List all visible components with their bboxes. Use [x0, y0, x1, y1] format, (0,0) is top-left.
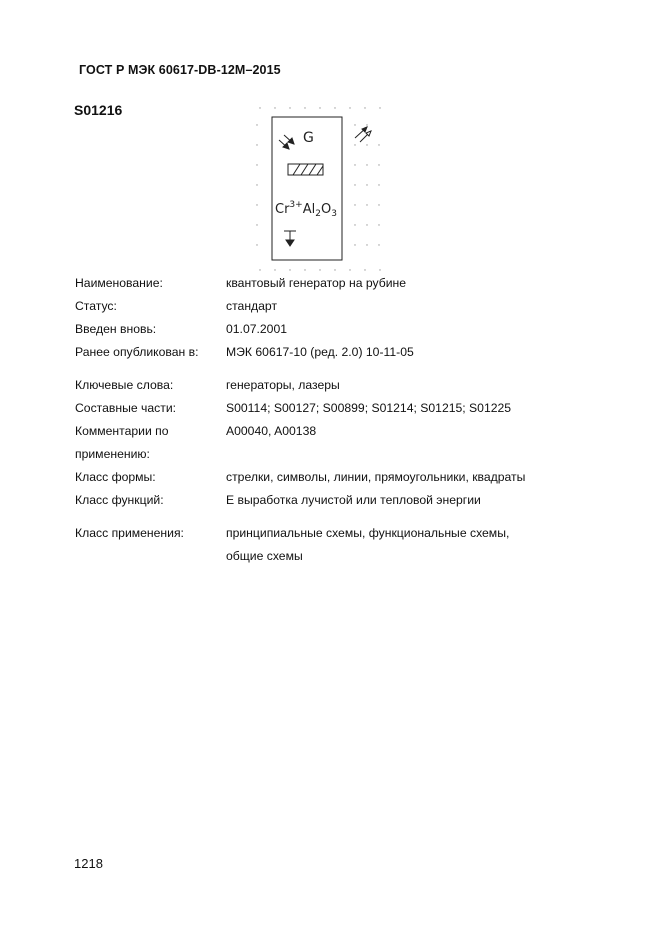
ruby-rod — [288, 164, 323, 175]
parts-value: S00114; S00127; S00899; S01214; S01215; S01225 — [226, 401, 512, 415]
status-value: стандарт — [226, 299, 278, 313]
comments-label-line2: применению: — [75, 447, 150, 461]
symbol-code: S01216 — [74, 102, 123, 118]
comments-label-line1: Комментарии по — [75, 424, 169, 438]
name-value: квантовый генератор на рубине — [226, 276, 407, 290]
application-class-value-line2: общие схемы — [226, 549, 303, 563]
form-class-label: Класс формы: — [75, 470, 156, 484]
name-label: Наименование: — [75, 276, 163, 290]
function-class-value: E выработка лучистой или тепловой энергии — [226, 493, 481, 507]
introduced-label: Введен вновь: — [75, 322, 157, 336]
comments-value: A00040, A00138 — [226, 424, 317, 438]
status-label: Статус: — [75, 299, 117, 313]
published-label: Ранее опубликован в: — [75, 345, 199, 359]
document-header: ГОСТ Р МЭК 60617-DB-12M–2015 — [79, 63, 281, 77]
generator-letter: G — [303, 130, 314, 146]
outgoing-radiation-arrow — [355, 127, 371, 142]
page-number: 1218 — [74, 856, 103, 871]
keywords-value: генераторы, лазеры — [226, 378, 340, 392]
published-value: МЭК 60617-10 (ред. 2.0) 10-11-05 — [226, 345, 414, 359]
function-class-label: Класс функций: — [75, 493, 164, 507]
introduced-value: 01.07.2001 — [226, 322, 287, 336]
form-class-value: стрелки, символы, линии, прямоугольники, квадраты — [226, 470, 526, 484]
application-class-value-line1: принципиальные схемы, функциональные схемы, — [226, 526, 510, 540]
parts-label: Составные части: — [75, 401, 177, 415]
keywords-label: Ключевые слова: — [75, 378, 174, 392]
application-class-label: Класс применения: — [75, 526, 184, 540]
incoming-radiation-arrow — [279, 135, 294, 149]
output-terminal — [284, 231, 296, 246]
ruby-formula: $Cr^{3+}Al_2O_3$ — [275, 200, 337, 219]
ruby-laser-symbol — [245, 100, 395, 278]
